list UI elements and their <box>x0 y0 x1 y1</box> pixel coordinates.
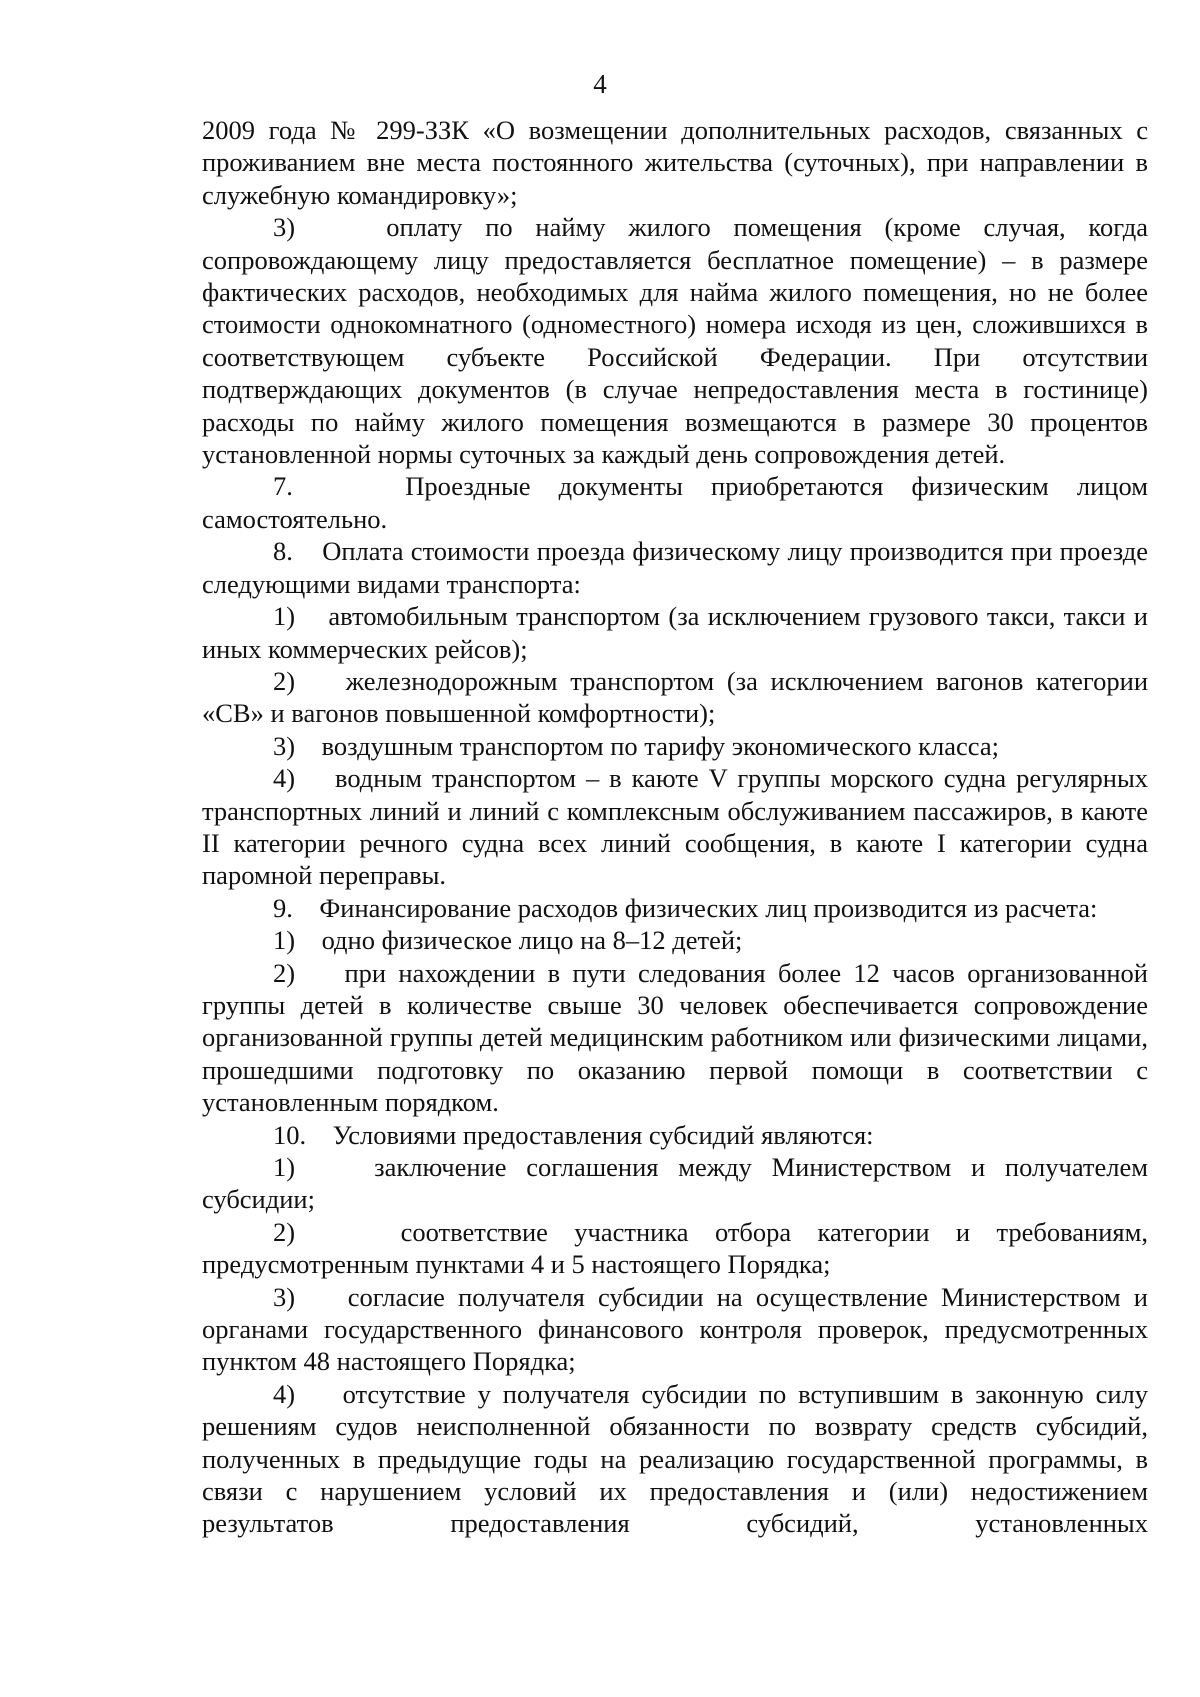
paragraph-p14: 2) соответствие участника отбора категории и требованиям, предусмотренным пунктами 4 и 5 настоящего Порядка; <box>202 1216 1155 1280</box>
paragraph-p05: 1) автомобильным транспортом (за исключением грузового такси, такси и иных коммерческих рейсов); <box>202 601 1155 664</box>
paragraph-p07: 3) воздушным транспортом по тарифу экономического класса; <box>273 730 1000 761</box>
paragraph-p06: 2) железнодорожным транспортом (за исключением вагонов категории «СВ» и вагонов повышенной комфортности); <box>202 665 1155 729</box>
paragraph-p08: 4) водным транспортом – в каюте V группы морского судна регулярных транспортных линий и линий с комплексным обслуживанием пассажиров, в каюте II категории речного судна всех линий сообщения, в каюте I категории судна паромной переправы. <box>202 763 1155 891</box>
paragraph-p11: 2) при нахождении в пути следования более 12 часов организованной группы детей в количестве свыше 30 человек обеспечивается сопровождение организованной группы детей медицинским работником или физическими лицами, прошедшими подготовку по оказанию первой помощи в соответствии с установленным порядком. <box>202 957 1155 1118</box>
page-number: 4 <box>593 69 607 99</box>
paragraph-p01: 2009 года № 299-ЗЗК «О возмещении дополнительных расходов, связанных с проживанием вне места постоянного жительства (суточных), при направлении в служебную командировку»; <box>202 115 1155 210</box>
paragraph-p15: 3) согласие получателя субсидии на осуществление Министерством и органами государственного финансового контроля проверок, предусмотренных пунктом 48 настоящего Порядка; <box>202 1281 1155 1377</box>
document-body <box>202 114 1155 1540</box>
paragraph-p09: 9. Финансирование расходов физических лиц производится из расчета: <box>273 892 1098 923</box>
paragraph-p02: 3) оплату по найму жилого помещения (кроме случая, когда сопровождающему лицу предоставляется бесплатное помещение) – в размере фактических расходов, необходимых для найма жилого помещения, но не более стоимости однокомнатного (одноместного) номера исходя из цен, сложившихся в соответствующем субъекте Российской Федерации. При отсутствии подтверждающих документов (в случае непредоставления места в гостинице) расходы по найму жилого помещения возмещаются в размере 30 процентов установленной нормы суточных за каждый день сопровождения детей. <box>202 212 1155 470</box>
paragraph-p12: 10. Условиями предоставления субсидий являются: <box>273 1119 874 1150</box>
paragraph-p03: 7. Проездные документы приобретаются физическим лицом самостоятельно. <box>202 471 1155 534</box>
paragraph-p16: 4) отсутствие у получателя субсидии по вступившим в законную силу решениям судов неисполненной обязанности по возврату средств субсидий, полученных в предыдущие годы на реализацию государственной программы, в связи с нарушением условий их предоставления и (или) недостижением результатов предоставления субсидий, установленных <box>202 1378 1155 1539</box>
paragraph-p04: 8. Оплата стоимости проезда физическому лицу производится при проезде следующими видами транспорта: <box>202 536 1155 599</box>
paragraph-p10: 1) одно физическое лицо на 8–12 детей; <box>273 925 743 956</box>
paragraph-p13: 1) заключение соглашения между Министерством и получателем субсидии; <box>202 1152 1155 1215</box>
